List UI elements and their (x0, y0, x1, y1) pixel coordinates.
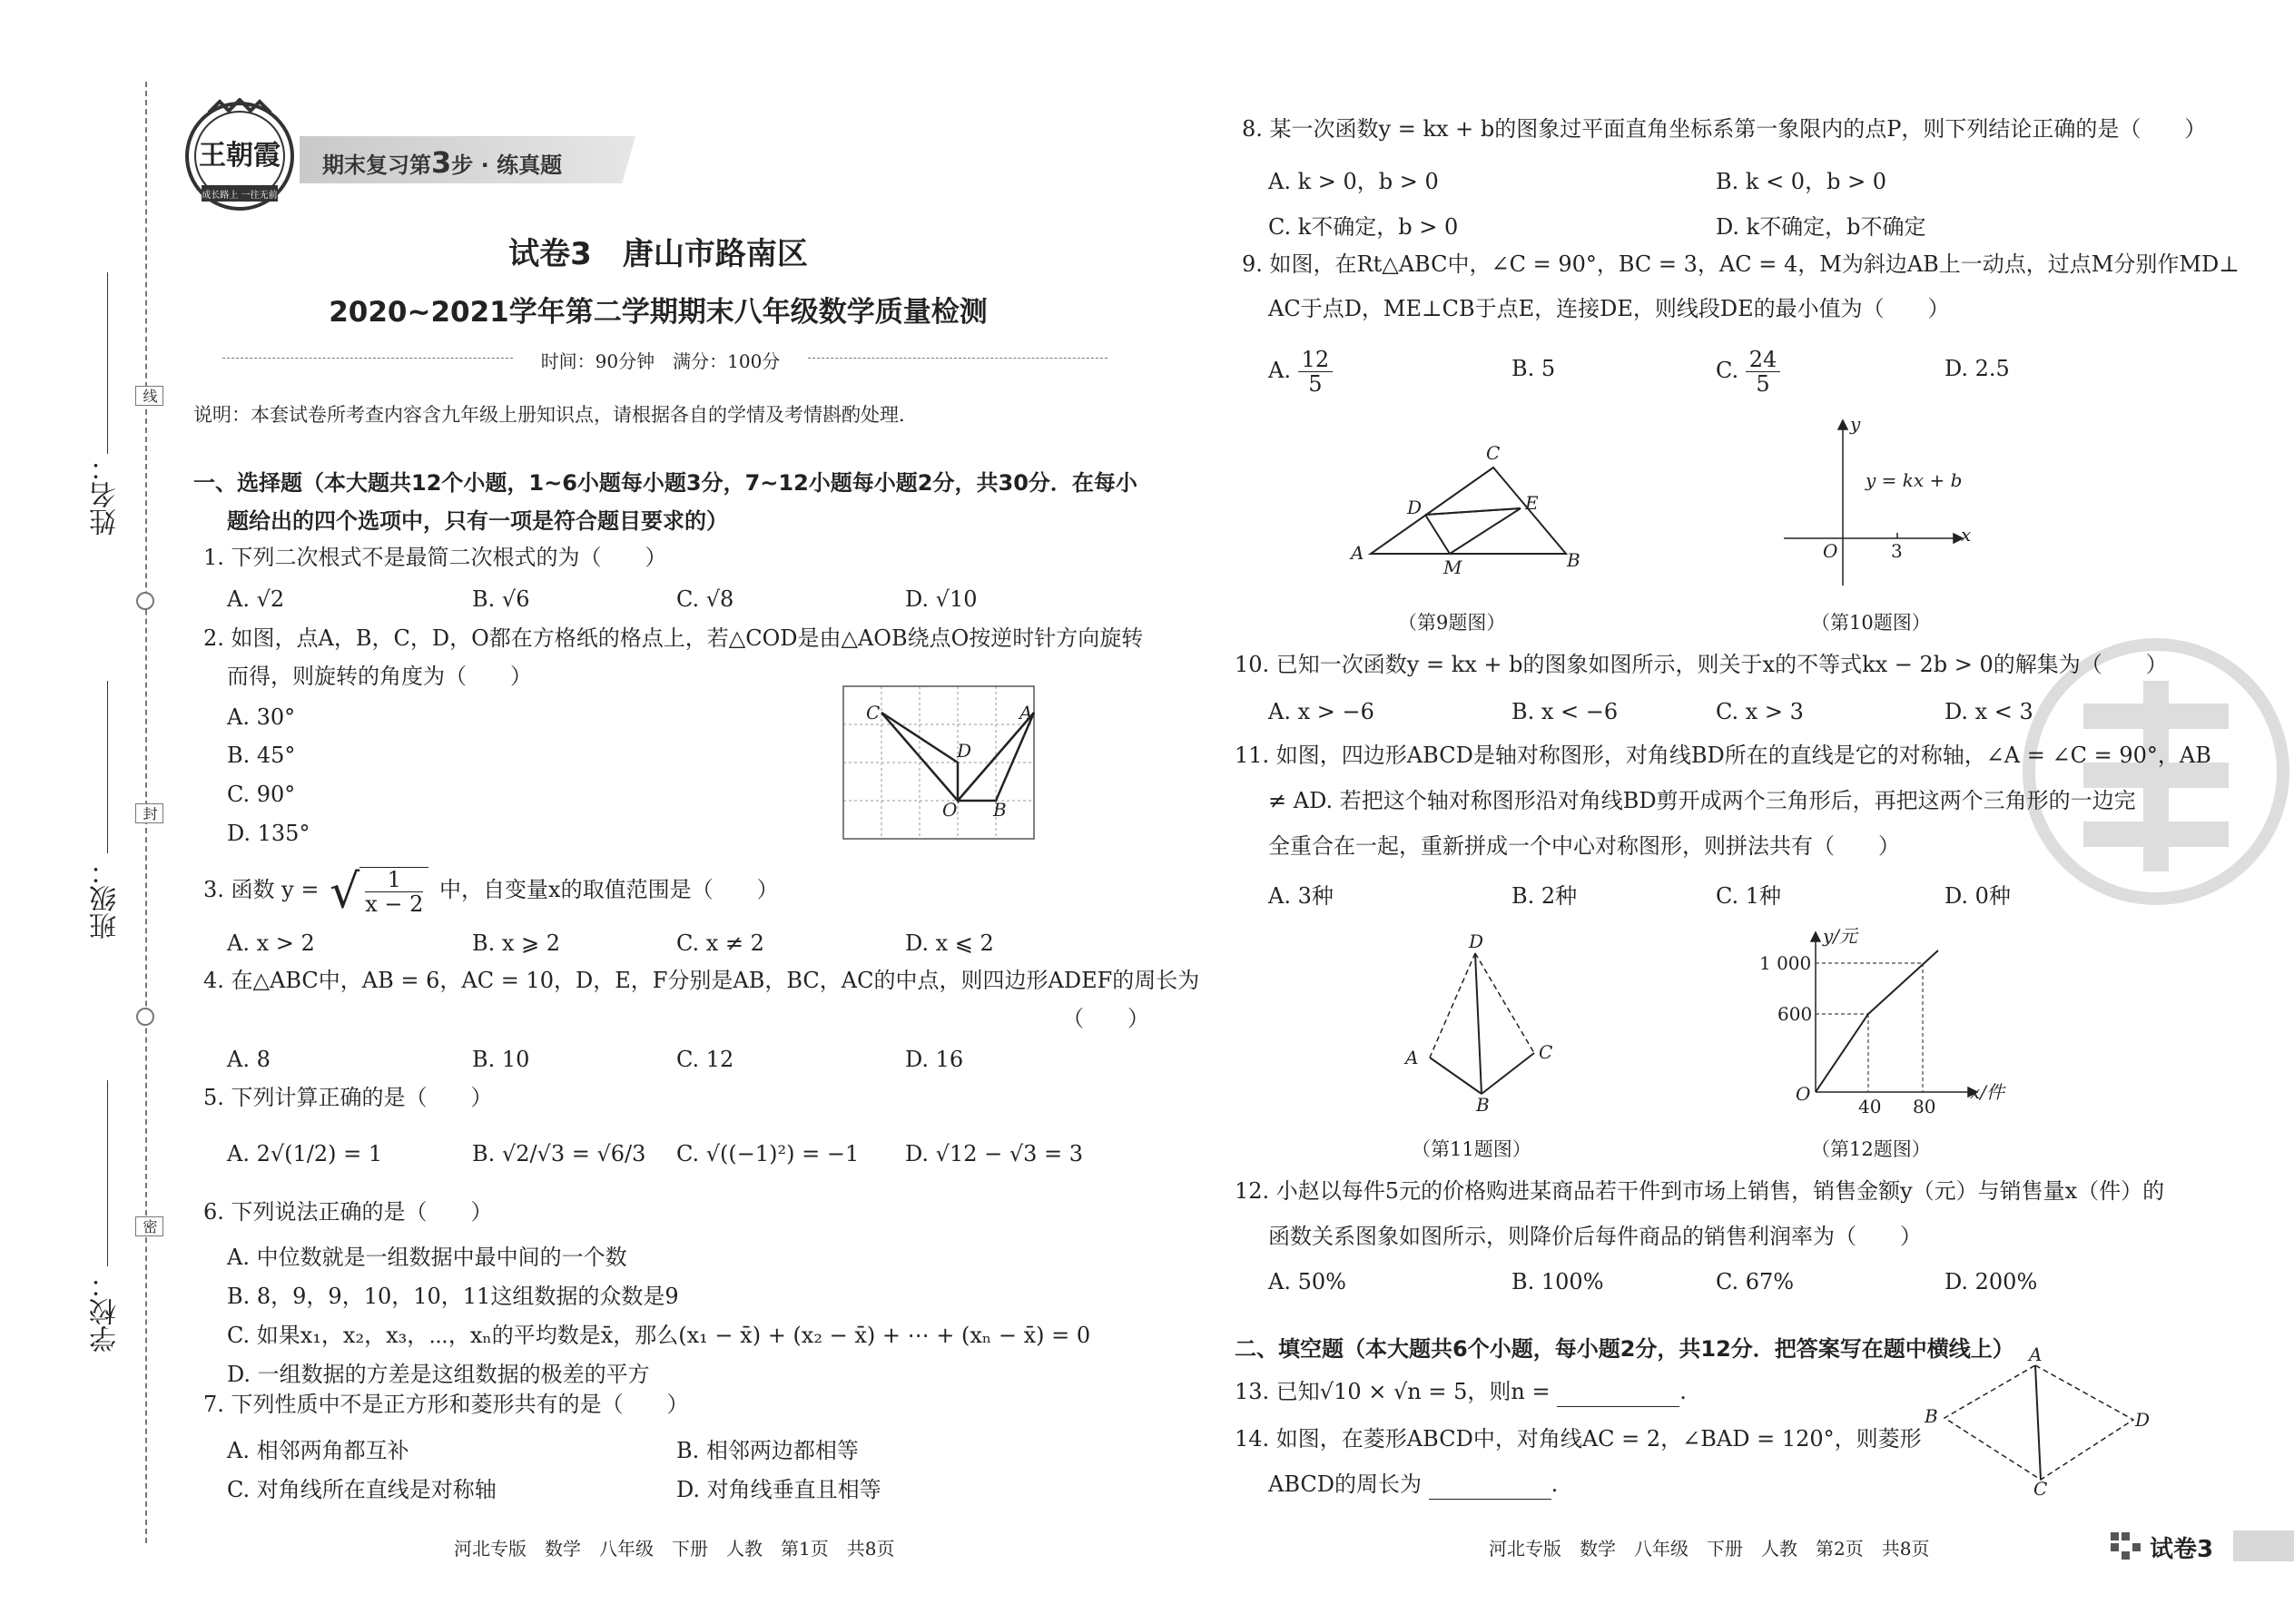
q12-caption: （第12题图） (1811, 1138, 1931, 1160)
q9-option-c-fraction: $\frac{24}{5}$ (1746, 348, 1781, 396)
q10-option-c: C. x > 3 (1716, 699, 1804, 724)
q7-option-d: D. 对角线垂直且相等 (676, 1477, 881, 1502)
q9-option-a: A. $\frac{12}{5}$ (1268, 343, 1333, 398)
q2-stem-line1: 2. 如图，点A，B，C，D，O都在方格纸的格点上，若△COD是由△AOB绕点O按逆时针方向旋转 (203, 625, 1144, 651)
q10-tick-label: 3 (1891, 540, 1903, 562)
q2-option-b: B. 45° (227, 743, 296, 768)
q12-y-tick-1000: 1 000 (1759, 952, 1812, 974)
section-1-heading-line1: 一、选择题（本大题共12个小题，1~6小题每小题3分，7~12小题每小题2分，共30分．在每小 (193, 470, 1137, 496)
q4-option-b: B. 10 (472, 1047, 530, 1072)
q5-option-b: B. √2/√3 = √6/3 (472, 1141, 646, 1166)
q5-option-d: D. √12 − √3 = 3 (905, 1141, 1084, 1166)
q9-option-c: C. $\frac{24}{5}$ (1716, 343, 1780, 398)
q6-option-a: A. 中位数就是一组数据中最中间的一个数 (227, 1245, 627, 1270)
q10-option-a: A. x > −6 (1268, 699, 1374, 724)
q12-origin-label: O (1796, 1083, 1811, 1105)
class-label: 班级： (90, 858, 122, 940)
q12-option-a: A. 50% (1268, 1269, 1346, 1294)
q1-option-b: B. √6 (472, 586, 530, 612)
q10-option-b: B. x < −6 (1511, 699, 1619, 724)
page-subtitle: 2020~2021学年第二学期期末八年级数学质量检测 (329, 296, 988, 329)
q6-stem: 6. 下列说法正确的是（ ） (203, 1199, 493, 1225)
q1-stem: 1. 下列二次根式不是最简二次根式的为（ ） (203, 545, 667, 570)
q12-y-tick-600: 600 (1777, 1003, 1813, 1025)
q10-graph-figure (1770, 413, 1979, 595)
q9-label-d: D (1407, 497, 1423, 518)
q12-option-d: D. 200% (1944, 1269, 2038, 1294)
seal-secret-mark: 密 (135, 1216, 163, 1236)
q9-label-m: M (1443, 556, 1462, 578)
q12-stem-line1: 12. 小赵以每件5元的价格购进某商品若干件到市场上销售，销售金额y（元）与销售量x（件）的 (1235, 1178, 2165, 1204)
q13-answer-blank[interactable] (1557, 1384, 1679, 1407)
q6-option-d: D. 一组数据的方差是这组数据的极差的平方 (227, 1362, 650, 1387)
time-info: 时间：90分钟 满分：100分 (540, 350, 781, 372)
q14-stem-line1: 14. 如图，在菱形ABCD中，对角线AC = 2，∠BAD = 120°，则菱形 (1235, 1426, 1922, 1452)
q11-caption: （第11题图） (1412, 1138, 1531, 1160)
q13-stem: 13. 已知√10 × √n = 5，则n = . (1235, 1376, 1687, 1407)
school-label: 学校： (90, 1271, 122, 1353)
q11-label-d: D (1469, 930, 1484, 952)
q11-option-b: B. 2种 (1511, 883, 1578, 909)
q9-triangle-figure (1344, 440, 1580, 586)
time-divider-left (222, 358, 513, 359)
q9-option-b: B. 5 (1511, 356, 1556, 381)
q3-option-d: D. x ⩽ 2 (905, 930, 994, 956)
q7-option-c: C. 对角线所在直线是对称轴 (227, 1477, 497, 1502)
q14-rhombus-figure (1925, 1343, 2151, 1500)
q11-stem-line3: 全重合在一起，重新拼成一个中心对称图形，则拼法共有（ ） (1268, 833, 1900, 859)
q10-caption: （第10题图） (1811, 612, 1931, 634)
q3-sqrt: √ $\frac{1}{x - 2}$ (330, 863, 428, 920)
q12-x-axis-label: x/件 (1970, 1081, 2005, 1103)
q14-label-d: D (2135, 1409, 2151, 1431)
q2-stem-line2: 而得，则旋转的角度为（ ） (227, 664, 532, 689)
brand-name: 王朝霞 (199, 140, 281, 172)
q4-option-a: A. 8 (227, 1047, 271, 1072)
q14-answer-blank[interactable] (1429, 1477, 1551, 1500)
q11-label-c: C (1539, 1041, 1553, 1063)
q9-label-b: B (1567, 549, 1580, 571)
q9-stem-line2: AC于点D，ME⊥CB于点E，连接DE，则线段DE的最小值为（ ） (1268, 296, 1950, 321)
q4-stem: 4. 在△ABC中，AB = 6，AC = 10，D，E，F分别是AB，BC，AC的中点，则四边形ADEF的周长为 (203, 968, 1200, 993)
q11-stem-line1: 11. 如图，四边形ABCD是轴对称图形，对角线BD所在的直线是它的对称轴，∠A = ∠C = 90°，AB (1235, 743, 2211, 768)
q12-x-tick-40: 40 (1858, 1096, 1882, 1117)
q8-option-c: C. k不确定，b > 0 (1268, 214, 1459, 240)
q10-function-label: y = kx + b (1866, 469, 1963, 491)
q2-label-o: O (942, 799, 958, 821)
binding-hole-2 (136, 1008, 154, 1026)
q11-kite-figure (1389, 930, 1570, 1117)
q12-stem-line2: 函数关系图象如图所示，则降价后每件商品的销售利润率为（ ） (1268, 1224, 1922, 1249)
brand-logo (182, 98, 298, 214)
section-2-heading: 二、填空题（本大题共6个小题，每小题2分，共12分．把答案写在题中横线上） (1235, 1336, 2014, 1362)
q8-option-b: B. k < 0，b > 0 (1716, 169, 1887, 194)
q3-option-a: A. x > 2 (227, 930, 315, 956)
header-banner-text: 期末复习第3步 · 练真题 (322, 145, 563, 180)
q14-label-c: C (2033, 1478, 2048, 1500)
q12-y-axis-label: y/元 (1823, 925, 1858, 947)
q1-option-d: D. √10 (905, 586, 978, 612)
q8-option-a: A. k > 0，b > 0 (1268, 169, 1439, 194)
q2-option-d: D. 135° (227, 821, 310, 846)
q7-option-a: A. 相邻两角都互补 (227, 1438, 409, 1463)
corner-tag: 试卷3 (2150, 1536, 2214, 1563)
watermark-seal (2020, 635, 2292, 908)
q12-graph-figure (1752, 921, 2005, 1121)
footer-right: 河北专版 数学 八年级 下册 人教 第2页 共8页 (1489, 1538, 1930, 1560)
q2-label-d: D (957, 740, 972, 762)
q10-y-axis-label: y (1850, 413, 1861, 435)
class-line (107, 681, 108, 853)
q11-option-a: A. 3种 (1268, 883, 1334, 909)
q5-stem: 5. 下列计算正确的是（ ） (203, 1085, 493, 1110)
q9-stem-line1: 9. 如图，在Rt△ABC中，∠C = 90°，BC = 3，AC = 4，M为斜边AB上一动点，过点M分别作MD⊥ (1242, 251, 2240, 277)
time-divider-right (808, 358, 1108, 359)
q4-option-c: C. 12 (676, 1047, 734, 1072)
q11-label-a: A (1405, 1047, 1419, 1068)
q12-option-b: B. 100% (1511, 1269, 1604, 1294)
q2-grid-figure (842, 685, 1038, 840)
exam-note: 说明：本套试卷所考查内容含九年级上册知识点，请根据各自的学情及考情斟酌处理． (193, 404, 918, 426)
binding-hole-1 (136, 592, 154, 610)
corner-pattern (2111, 1532, 2141, 1560)
seal-line-mark: 线 (135, 386, 163, 406)
q12-x-tick-80: 80 (1913, 1096, 1936, 1117)
q1-option-c: C. √8 (676, 586, 734, 612)
q2-label-b: B (993, 799, 1007, 821)
q2-option-a: A. 30° (227, 704, 296, 730)
q4-paren: （ ） (1062, 1006, 1149, 1031)
q6-option-c: C. 如果x₁，x₂，x₃，⋯，xₙ的平均数是x̄，那么(x₁ − x̄) + (x₂ − x̄) + ⋯ + (xₙ − x̄) = 0 (227, 1323, 1091, 1348)
q9-option-a-fraction: $\frac{12}{5}$ (1298, 348, 1334, 396)
q3-stem: 3. 函数 y = √ $\frac{1}{x - 2}$ 中，自变量x的取值范围是（ ） (203, 864, 779, 920)
q9-label-e: E (1525, 492, 1539, 514)
name-label: 姓名： (90, 454, 122, 536)
q2-option-c: C. 90° (227, 782, 296, 807)
q3-fraction: $\frac{1}{x - 2}$ (359, 867, 428, 916)
name-line (107, 272, 108, 454)
q11-stem-line2: ≠ AD. 若把这个轴对称图形沿对角线BD剪开成两个三角形后，再把这两个三角形的一边完 (1268, 788, 2136, 813)
q11-label-b: B (1476, 1094, 1490, 1116)
q14-stem-line2: ABCD的周长为 . (1268, 1469, 1558, 1500)
q5-option-c: C. √((−1)²) = −1 (676, 1141, 860, 1166)
q9-label-a: A (1351, 542, 1364, 564)
q9-label-c: C (1486, 442, 1501, 464)
q3-option-b: B. x ⩾ 2 (472, 930, 561, 956)
q10-origin-label: O (1823, 540, 1838, 562)
q14-label-b: B (1925, 1405, 1938, 1427)
q2-label-c: C (866, 702, 881, 723)
q1-option-a: A. √2 (227, 586, 285, 612)
brand-slogan: 成长路上 一往无前 (202, 191, 278, 201)
q9-option-d: D. 2.5 (1944, 356, 2010, 381)
q10-x-axis-label: x (1961, 524, 1972, 546)
q14-label-a: A (2029, 1343, 2043, 1365)
footer-left: 河北专版 数学 八年级 下册 人教 第1页 共8页 (454, 1538, 895, 1560)
page-title: 试卷3 唐山市路南区 (508, 236, 808, 272)
q12-option-c: C. 67% (1716, 1269, 1795, 1294)
q11-option-d: D. 0种 (1944, 883, 2011, 909)
school-line (107, 1080, 108, 1266)
q10-stem: 10. 已知一次函数y = kx + b的图象如图所示，则关于x的不等式kx − 2b > 0的解集为（ ） (1235, 652, 2168, 677)
q7-stem: 7. 下列性质中不是正方形和菱形共有的是（ ） (203, 1392, 689, 1417)
q11-option-c: C. 1种 (1716, 883, 1782, 909)
q7-option-b: B. 相邻两边都相等 (676, 1438, 859, 1463)
q5-option-a: A. 2√(1/2) = 1 (227, 1141, 383, 1166)
q9-caption: （第9题图） (1398, 612, 1506, 634)
corner-bar (2233, 1530, 2294, 1561)
q3-option-c: C. x ≠ 2 (676, 930, 764, 956)
q10-option-d: D. x < 3 (1944, 699, 2033, 724)
section-1-heading-line2: 题给出的四个选项中，只有一项是符合题目要求的） (227, 508, 728, 534)
q8-stem: 8. 某一次函数y = kx + b的图象过平面直角坐标系第一象限内的点P，则下列结论正确的是（ ） (1242, 116, 2207, 142)
q6-option-b: B. 8，9，9，10，10，11这组数据的众数是9 (227, 1284, 679, 1309)
q8-option-d: D. k不确定，b不确定 (1716, 214, 1926, 240)
seal-seal-mark: 封 (135, 803, 163, 823)
q2-label-a: A (1019, 702, 1033, 723)
q4-option-d: D. 16 (905, 1047, 964, 1072)
